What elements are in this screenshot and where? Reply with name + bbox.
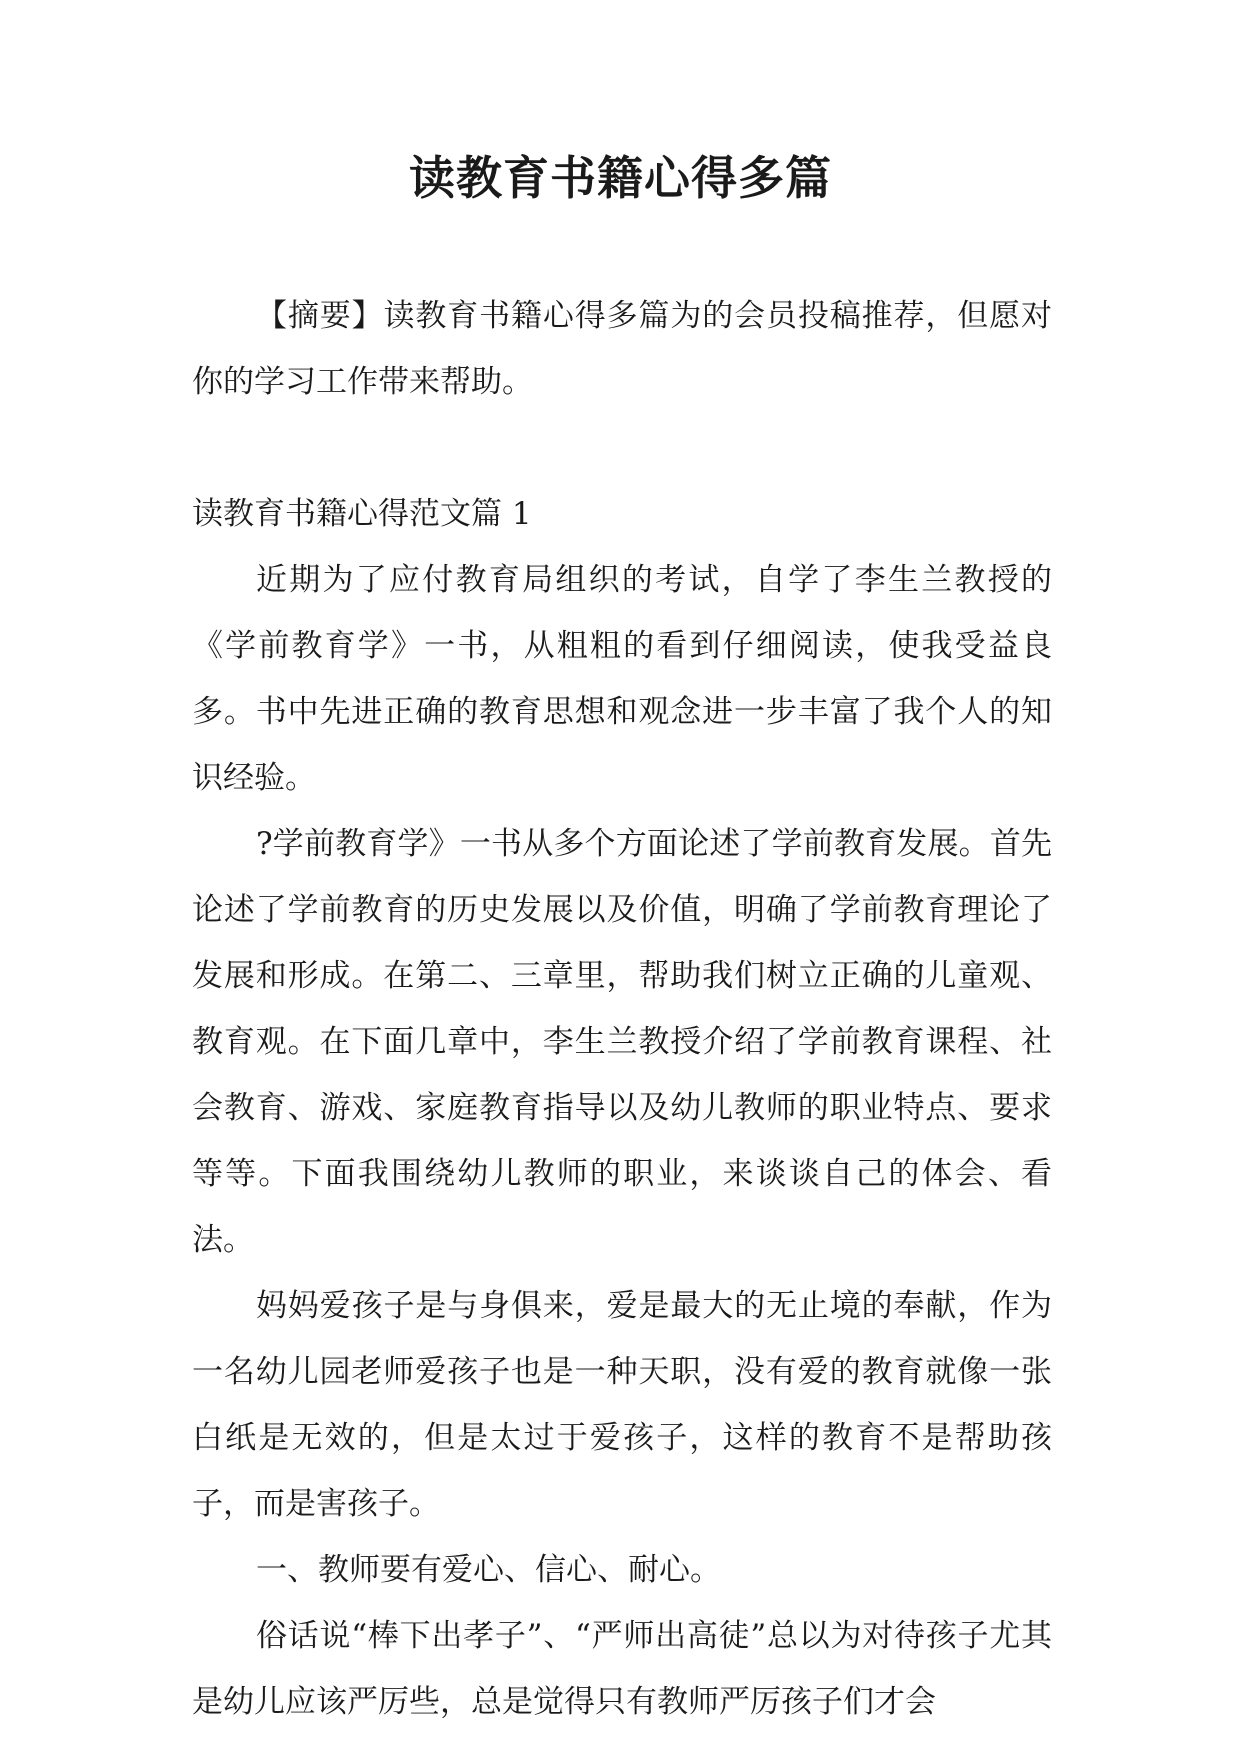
subheading-teacher-qualities: 一、教师要有爱心、信心、耐心。 xyxy=(256,1552,721,1588)
document-title: 读教育书籍心得多篇 xyxy=(409,151,832,205)
body-paragraph-4: 俗话说“棒下出孝子”、“严师出高徒”总以为对待孩子尤其是幼儿应该严厉些，总是觉得只有教师严厉孩子们才会 xyxy=(192,1618,1052,1720)
abstract-paragraph: 【摘要】读教育书籍心得多篇为的会员投稿推荐，但愿对你的学习工作带来帮助。 xyxy=(192,298,1052,400)
body-paragraph-2: ?学前教育学》一书从多个方面论述了学前教育发展。首先论述了学前教育的历史发展以及价值，明确了学前教育理论了发展和形成。在第二、三章里，帮助我们树立正确的儿童观、教育观。在下面几章中，李生兰教授介绍了学前教育课程、社会教育、游戏、家庭教育指导以及幼儿教师的职业特点、要求等等。下面我围绕幼儿教师的职业，来谈谈自己的体会、看法。 xyxy=(192,826,1052,1258)
section-heading: 读教育书籍心得范文篇 1 xyxy=(192,496,532,532)
body-paragraph-1: 近期为了应付教育局组织的考试，自学了李生兰教授的《学前教育学》一书，从粗粗的看到仔细阅读，使我受益良多。书中先进正确的教育思想和观念进一步丰富了我个人的知识经验。 xyxy=(192,562,1052,796)
document-body xyxy=(192,283,1052,1735)
body-paragraph-3: 妈妈爱孩子是与身俱来，爱是最大的无止境的奉献，作为一名幼儿园老师爱孩子也是一种天职，没有爱的教育就像一张白纸是无效的，但是太过于爱孩子，这样的教育不是帮助孩子，而是害孩子。 xyxy=(192,1288,1052,1522)
